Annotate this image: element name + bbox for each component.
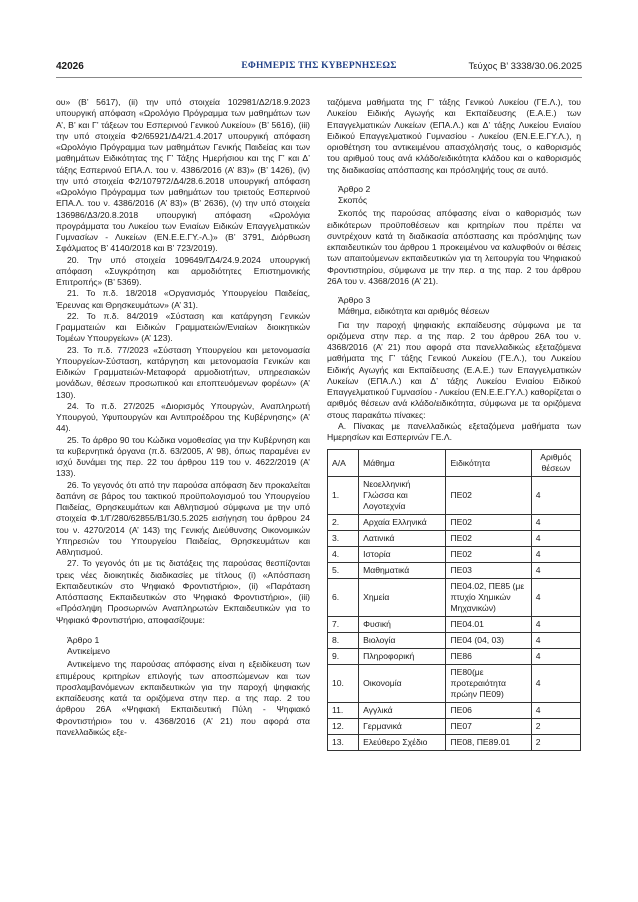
row-subject: Αρχαία Ελληνικά	[359, 515, 446, 531]
article-2-title: Σκοπός	[338, 195, 368, 205]
row-positions: 4	[531, 703, 580, 719]
table-row	[328, 563, 581, 579]
row-subject: Νεοελληνική Γλώσσα και Λογοτεχνία	[359, 477, 446, 515]
issue-number: Τεύχος B’ 3338/30.06.2025	[468, 61, 582, 72]
row-positions: 4	[531, 477, 580, 515]
row-positions: 4	[531, 563, 580, 579]
row-positions: 4	[531, 665, 580, 703]
row-aa: 2.	[328, 515, 359, 531]
positions-table	[327, 449, 581, 751]
article-1-number: Άρθρο 1	[67, 634, 100, 645]
header-positions: Αριθμός θέσεων	[531, 450, 580, 477]
left-column	[56, 97, 310, 738]
article-2-number: Άρθρο 2	[338, 183, 371, 194]
row-aa: 12.	[328, 719, 359, 735]
paragraph: 26. Το γεγονός ότι από την παρούσα απόφαση δεν προκαλείται δαπάνη σε βάρος του τακτικού προϋπολογισμού του Υπουργείου Παιδείας, Θρησκευμάτων και Αθλητισμού σύμφωνα με την υπό στοιχεία Φ.1/Γ/280/62855/Β1/30.5.2025 εισήγηση του άρθρου 24 του ν. 4270/2014 (Α’ 143) της Γενικής Διεύθυνσης Οικονομικών Υπηρεσιών του Υπουργείου Παιδείας, Θρησκευμάτων και Αθλητισμού.	[56, 479, 310, 557]
row-specialty: ΠΕ06	[446, 703, 531, 719]
row-subject: Ιστορία	[359, 547, 446, 563]
row-subject: Βιολογία	[359, 633, 446, 649]
table-caption: Α. Πίνακας με πανελλαδικώς εξεταζόμενα μαθήματα των Ημερησίων και Εσπερινών ΓΕ.Λ.	[327, 420, 581, 442]
paragraph: 25. Το άρθρο 90 του Κώδικα νομοθεσίας για την Κυβέρνηση και τα κυβερνητικά όργανα (π.δ. 63/2005, Α’ 98), όπως παραμένει εν ισχύ δυνάμει της περ. 22 του άρθρου 119 του ν. 4622/2019 (Α’ 133).	[56, 434, 310, 479]
row-specialty: ΠΕ02	[446, 547, 531, 563]
table-row	[328, 719, 581, 735]
table-body	[328, 477, 581, 751]
paragraph: ταζόμενα μαθήματα της Γ’ τάξης Γενικού Λυκείου (ΓΕ.Λ.), του Λυκείου Ειδικής Αγωγής και Εκπαίδευσης (Ε.Α.Ε.) των Επαγγελματικών Λυκείων (ΕΠΑ.Λ.) και Δ’ τάξης Λυκείου Ενιαίου Ειδικού Επαγγελματικού Γυμνασίου - Λυκείου (ΕΝ.Ε.Ε.ΓΥ.Λ.), η οριοθέτηση του αντικειμένου απασχόλησής τους, ο καθορισμός του αριθμού τους ανά κλάδο/ειδικότητα κλάδου και ο καθορισμός της διαδικασίας απόσπασης και πρόσληψής τους σε αυτό.	[327, 97, 581, 175]
article-1-title: Αντικείμενο	[67, 646, 111, 656]
journal-title: ΕΦΗΜΕΡΙΣ ΤΗΣ ΚΥΒΕΡΝΗΣΕΩΣ	[241, 61, 397, 71]
paragraph: ου» (Β’ 5617), (ii) την υπό στοιχεία 102981/Δ2/18.9.2023 υπουργική απόφαση «Ωρολόγιο Πρόγραμμα των μαθημάτων των Α’, Β’ και Γ’ τάξεων του Εσπερινού Γενικού Λυκείου» (Β’ 5616), (iii) την υπό στοιχεία Φ2/65921/Δ4/21.4.2017 υπουργική απόφαση «Ωρολόγιο Πρόγραμμα των μαθημάτων Γενικής Παιδείας και των μαθημάτων Ειδικότητας της Γ’ Τάξης Ημερήσιου και της Γ’ και Δ’ τάξης Εσπερινού ΕΠΑ.Λ. του ν. 4386/2016 (Α’ 83)» (Β’ 1426), (iv) την υπό στοιχεία Φ2/107972/Δ4/28.6.2018 υπουργική απόφαση «Ωρολόγιο Πρόγραμμα των μαθημάτων του τριετούς Εσπερινού ΕΠΑ.Λ. του ν. 4386/2016 (Α’ 83)» (Β’ 2636), (v) την υπό στοιχεία 136986/Δ3/20.8.2018 υπουργική απόφαση «Ωρολόγια προγράμματα του Λυκείου των Ενιαίων Ειδικών Επαγγελματικών Γυμνασίων - Λυκείων (ΕΝ.Ε.Ε.ΓΥ.-Λ.)» (Β’ 3791, Διόρθωση Σφάλματος Β’ 4140/2018 και Β’ 723/2019).	[56, 97, 310, 254]
table-row	[328, 649, 581, 665]
row-aa: 6.	[328, 579, 359, 617]
article-3-body: Για την παροχή ψηφιακής εκπαίδευσης σύμφωνα με τα οριζόμενα στην περ. α της παρ. 2 του άρθρου 26Α του ν. 4368/2016 (Α’ 21) που αφορά στα πανελλαδικώς εξεταζόμενα μαθήματα της Γ’ τάξης Γενικού Λυκείου (ΓΕ.Λ.), του Λυκείου Ειδικής Αγωγής και Εκπαίδευσης (Ε.Α.Ε.) των Επαγγελματικών Λυκείων (ΕΠΑ.Λ.) και Δ’ τάξης Λυκείου Ενιαίου Ειδικού Επαγγελματικού Γυμνασίου - Λυκείου (ΕΝ.Ε.Ε.ΓΥ.Λ.) καθορίζεται ο αριθμός θέσεων ανά κλάδο/ειδικότητα, σύμφωνα με τα οριζόμενα στους παρακάτω πίνακες:	[327, 319, 581, 420]
table-row	[328, 531, 581, 547]
row-specialty: ΠΕ08, ΠΕ89.01	[446, 735, 531, 751]
table-row	[328, 703, 581, 719]
row-aa: 3.	[328, 531, 359, 547]
row-subject: Μαθηματικά	[359, 563, 446, 579]
table-row	[328, 477, 581, 515]
row-aa: 9.	[328, 649, 359, 665]
table-row	[328, 735, 581, 751]
article-1-body: Αντικείμενο της παρούσας απόφασης είναι η εξειδίκευση των επιμέρους κριτηρίων επιλογής των αποσπώμενων και των προσλαμβανόμενων εκπαιδευτικών για την παροχή ψηφιακής εκπαίδευσης κατά τα οριζόμενα στην περ. α της παρ. 2 του άρθρου 26Α «Ψηφιακή Εκπαιδευτική Πύλη - Ψηφιακό Φροντιστήριο» του ν. 4368/2016 (Α’ 21) που αφορά στα πανελλαδικώς εξε-	[56, 659, 310, 737]
header-subject: Μάθημα	[359, 450, 446, 477]
row-positions: 4	[531, 531, 580, 547]
paragraph: 20. Την υπό στοιχεία 109649/ΓΔ4/24.9.2024 υπουργική απόφαση «Συγκρότηση και αρμοδιότητες Επιστημονικής Επιτροπής» (Β’ 5369).	[56, 254, 310, 287]
row-positions: 4	[531, 649, 580, 665]
row-specialty: ΠΕ02	[446, 531, 531, 547]
row-specialty: ΠΕ80(με προτεραιότητα πρώην ΠΕ09)	[446, 665, 531, 703]
row-aa: 4.	[328, 547, 359, 563]
row-positions: 4	[531, 579, 580, 617]
table-row	[328, 515, 581, 531]
row-aa: 7.	[328, 617, 359, 633]
paragraph: 23. Το π.δ. 77/2023 «Σύσταση Υπουργείου και μετονομασία Υπουργείων-Σύσταση, κατάργηση και μετονομασία Γενικών και Ειδικών Γραμματειών-Μεταφορά αρμοδιοτήτων, υπηρεσιακών μονάδων, θέσεων προσωπικού και εποπτευόμενων φορέων» (Α’ 130).	[56, 344, 310, 400]
table-header-row	[328, 450, 581, 477]
row-aa: 10.	[328, 665, 359, 703]
article-3-number: Άρθρο 3	[338, 295, 371, 305]
row-aa: 1.	[328, 477, 359, 515]
row-aa: 8.	[328, 633, 359, 649]
row-subject: Χημεία	[359, 579, 446, 617]
right-column	[327, 97, 581, 751]
row-specialty: ΠΕ86	[446, 649, 531, 665]
row-aa: 11.	[328, 703, 359, 719]
row-positions: 2	[531, 735, 580, 751]
header-aa: Α/Α	[328, 450, 359, 477]
row-specialty: ΠΕ04.01	[446, 617, 531, 633]
article-2-body: Σκοπός της παρούσας απόφασης είναι ο καθορισμός των ειδικότερων προϋποθέσεων και κριτηρίων που πρέπει να συντρέχουν κατά τη διαδικασία απόσπασης και πρόσληψης των εκπαιδευτικών του άρθρου 1 προκειμένου να καλυφθούν οι θέσεις των απαιτούμενων εκπαιδευτικών για τη λειτουργία του Ψηφιακού Φροντιστηρίου, σύμφωνα με την περ. α της παρ. 2 του άρθρου 26Α του ν. 4368/2016 (Α’ 21).	[327, 208, 581, 286]
row-subject: Ελεύθερο Σχέδιο	[359, 735, 446, 751]
row-subject: Φυσική	[359, 617, 446, 633]
row-positions: 4	[531, 515, 580, 531]
row-specialty: ΠΕ04 (04, 03)	[446, 633, 531, 649]
row-specialty: ΠΕ02	[446, 477, 531, 515]
table-row	[328, 665, 581, 703]
header-divider	[56, 77, 582, 78]
row-specialty: ΠΕ03	[446, 563, 531, 579]
page-number: 42026	[56, 61, 84, 72]
row-aa: 5.	[328, 563, 359, 579]
page-header	[56, 60, 582, 76]
row-aa: 13.	[328, 735, 359, 751]
header-specialty: Ειδικότητα	[446, 450, 531, 477]
row-subject: Γερμανικά	[359, 719, 446, 735]
paragraph: 21. Το π.δ. 18/2018 «Οργανισμός Υπουργείου Παιδείας, Έρευνας και Θρησκευμάτων» (Α’ 31).	[56, 288, 310, 310]
row-subject: Λατινικά	[359, 531, 446, 547]
row-subject: Οικονομία	[359, 665, 446, 703]
paragraph: 24. Το π.δ. 27/2025 «Διορισμός Υπουργών, Αναπληρωτή Υπουργού, Υφυπουργών και Αντιπροέδρου της Κυβέρνησης» (Α’ 44).	[56, 400, 310, 434]
row-specialty: ΠΕ04.02, ΠΕ85 (με πτυχίο Χημικών Μηχανικών)	[446, 579, 531, 617]
table-row	[328, 633, 581, 649]
paragraph: 22. Το π.δ. 84/2019 «Σύσταση και κατάργηση Γενικών Γραμματειών και Ειδικών Γραμματειών/Ενιαίων διοικητικών Τομέων Υπουργείων» (Α’ 123).	[56, 310, 310, 344]
row-subject: Αγγλικά	[359, 703, 446, 719]
paragraph: 27. Το γεγονός ότι με τις διατάξεις της παρούσας θεσπίζονται τρεις νέες διοικητικές διαδικασίες με τίτλους (i) «Απόσπαση Εκπαιδευτικών στο Ψηφιακό Φροντιστήριο», (ii) «Παράταση Απόσπασης Εκπαιδευτικών στο Ψηφιακό Φροντιστήριο», (iii) «Πρόσληψη Προσωρινών Αναπληρωτών Εκπαιδευτικών για το Ψηφιακό Φροντιστήριο, αποφασίζουμε:	[56, 558, 310, 625]
row-positions: 2	[531, 719, 580, 735]
row-positions: 4	[531, 633, 580, 649]
table-row	[328, 579, 581, 617]
row-positions: 4	[531, 617, 580, 633]
article-3-title: Μάθημα, ειδικότητα και αριθμός θέσεων	[338, 306, 490, 317]
row-specialty: ΠΕ02	[446, 515, 531, 531]
row-specialty: ΠΕ07	[446, 719, 531, 735]
table-row	[328, 617, 581, 633]
table-row	[328, 547, 581, 563]
row-subject: Πληροφορική	[359, 649, 446, 665]
row-positions: 4	[531, 547, 580, 563]
